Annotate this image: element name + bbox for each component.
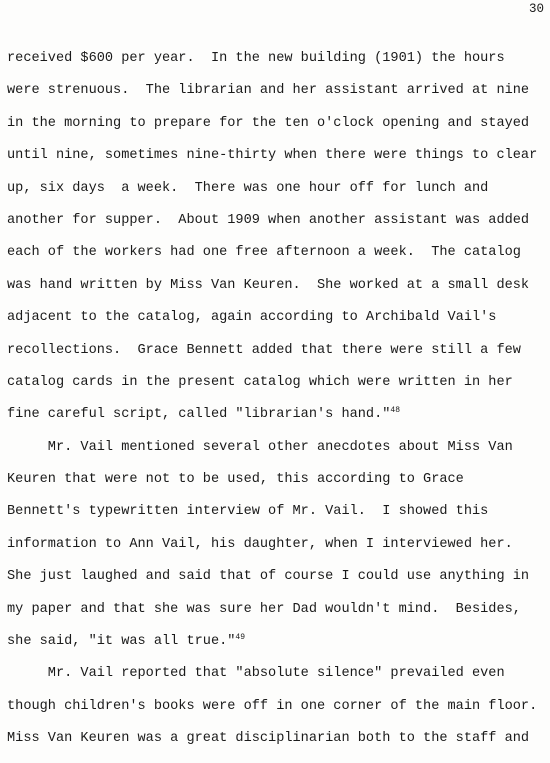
line-text: catalog cards in the present catalog which were written in her <box>7 374 513 390</box>
text-line <box>7 500 550 532</box>
line-text: information to Ann Vail, his daughter, when I interviewed her. <box>7 536 513 552</box>
line-text: fine careful script, called "librarian's hand." <box>7 407 391 423</box>
text-line <box>7 306 550 338</box>
line-text: She just laughed and said that of course I could use anything in <box>7 569 530 585</box>
line-text: she said, "it was all true." <box>7 634 236 650</box>
text-line <box>7 241 550 273</box>
line-text: Mr. Vail reported that "absolute silence" prevailed even <box>7 666 505 682</box>
text-line <box>7 695 550 727</box>
line-text: another for supper. About 1909 when another assistant was added <box>7 212 530 228</box>
text-line <box>7 79 550 111</box>
text-line <box>7 533 550 565</box>
text-line <box>7 436 550 468</box>
text-line <box>7 144 550 176</box>
line-text: my paper and that she was sure her Dad wouldn't mind. Besides, <box>7 601 521 617</box>
line-text: Bennett's typewritten interview of Mr. Vail. I showed this <box>7 504 489 520</box>
line-text: was hand written by Miss Van Keuren. She worked at a small desk <box>7 277 530 293</box>
text-line <box>7 274 550 306</box>
page-number: 30 <box>528 2 544 16</box>
text-line <box>7 630 550 662</box>
line-text: Keuren that were not to be used, this according to Grace <box>7 472 464 488</box>
text-line <box>7 112 550 144</box>
text-line <box>7 209 550 241</box>
text-line <box>7 727 550 759</box>
line-text: in the morning to prepare for the ten o'clock opening and stayed <box>7 115 530 131</box>
line-text: up, six days a week. There was one hour off for lunch and <box>7 180 489 196</box>
line-text: were strenuous. The librarian and her assistant arrived at nine <box>7 83 530 99</box>
body-text <box>7 47 550 760</box>
footnote-marker: 49 <box>235 633 246 643</box>
text-line <box>7 371 550 403</box>
text-line <box>7 177 550 209</box>
footnote-marker: 48 <box>390 406 401 416</box>
line-text: though children's books were off in one corner of the main floor. <box>7 698 538 714</box>
line-text: until nine, sometimes nine-thirty when there were things to clear <box>7 148 538 164</box>
text-line <box>7 468 550 500</box>
text-line <box>7 339 550 371</box>
line-text: each of the workers had one free afternoon a week. The catalog <box>7 245 521 261</box>
text-line <box>7 662 550 694</box>
line-text: recollections. Grace Bennett added that there were still a few <box>7 342 521 358</box>
line-text: received $600 per year. In the new building (1901) the hours <box>7 51 505 66</box>
line-text: adjacent to the catalog, again according to Archibald Vail's <box>7 310 497 326</box>
text-line <box>7 47 550 79</box>
text-line <box>7 403 550 435</box>
text-line <box>7 598 550 630</box>
line-text: Mr. Vail mentioned several other anecdotes about Miss Van <box>7 439 513 455</box>
line-text: Miss Van Keuren was a great disciplinarian both to the staff and <box>7 731 530 747</box>
text-line <box>7 565 550 597</box>
